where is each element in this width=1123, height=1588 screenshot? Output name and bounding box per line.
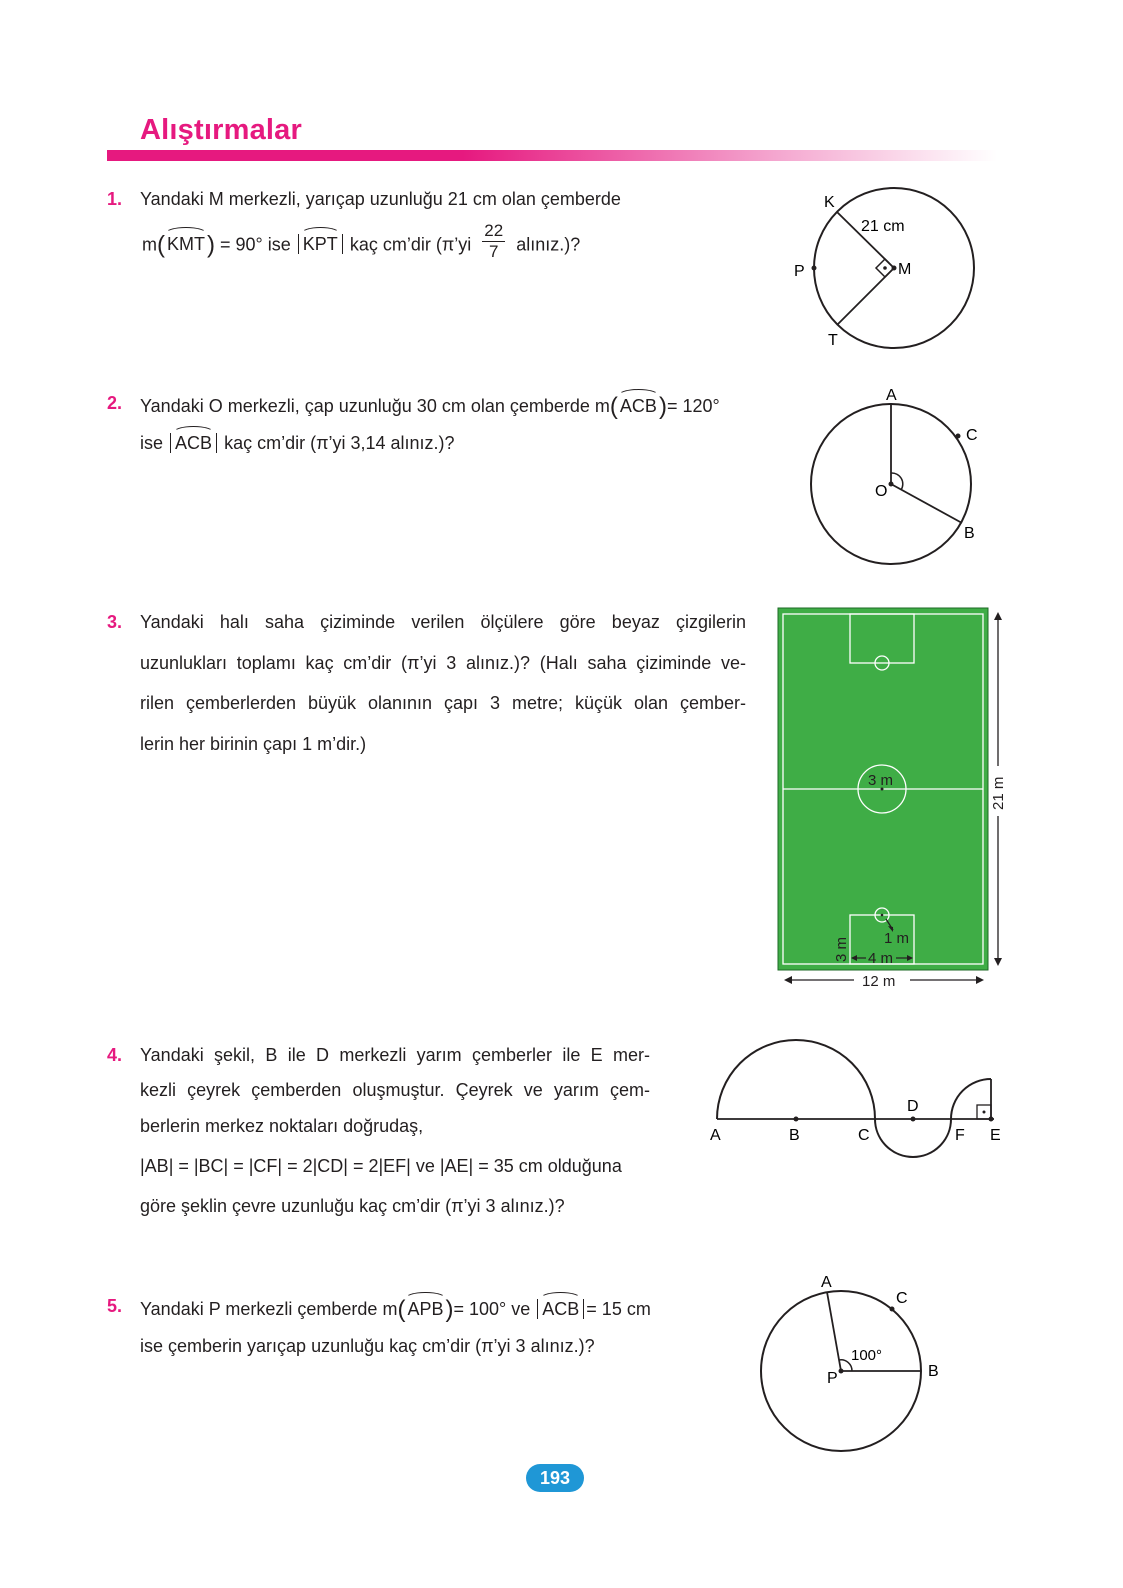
exercise-4-line-1: Yandaki şekil, B ile D merkezli yarım çemberler ile E mer-: [140, 1045, 650, 1065]
exercise-5-number: 5.: [107, 1296, 123, 1316]
exercise-3-line-2: uzunlukları toplamı kaç cm’dir (π’yi 3 alınız.)? (Halı saha çiziminde ve-: [140, 653, 746, 673]
exercise-1-figure: [780, 180, 1000, 360]
equals-120: = 120°: [666, 396, 720, 416]
equals-15cm: = 15 cm: [586, 1299, 651, 1319]
page-number-badge: 193: [526, 1464, 584, 1492]
label-width: 12 m: [862, 973, 896, 990]
label-t: T: [828, 332, 838, 349]
exercise-2-line-1: Yandaki O merkezli, çap uzunluğu 30 cm olan çemberde m( ACB)= 120°: [140, 393, 720, 420]
label-p: P: [794, 263, 805, 280]
equals-100: = 100° ve: [453, 1299, 531, 1319]
label-c: C: [858, 1127, 870, 1144]
measure-m: m: [382, 1299, 398, 1319]
exercise-5-line-1: Yandaki P merkezli çemberde m( APB)= 100° ve ACB = 15 cm: [140, 1296, 651, 1323]
title-underline-bar: [107, 150, 997, 161]
exercise-5-figure: [750, 1265, 970, 1465]
label-small-circle: 1 m: [884, 930, 910, 947]
exercise-3-line-3: rilen çemberlerden büyük olanının çapı 3 metre; küçük olan çember-: [140, 693, 746, 713]
arc-kmt: KMT: [167, 234, 205, 255]
label-height: 21 m: [990, 776, 1007, 810]
exercise-4-line-5: göre şeklin çevre uzunluğu kaç cm’dir (π’yi 3 alınız.)?: [140, 1196, 565, 1216]
arc-acb-length: ACB: [542, 1299, 580, 1319]
question-text: kaç cm’dir (π’yi: [349, 234, 472, 255]
exercise-5-line-2: ise çemberin yarıçap uzunluğu kaç cm’dir (π’yi 3 alınız.)?: [140, 1336, 595, 1356]
exercise-4-equation: |AB| = |BC| = |CF| = 2|CD| = 2|EF| ve |AE| = 35 cm olduğuna: [140, 1156, 622, 1176]
arc-apb: APB: [407, 1299, 444, 1319]
label-b: B: [964, 525, 975, 542]
equals-90: = 90° ise: [220, 234, 291, 255]
label-box-height: 3 m: [833, 936, 850, 962]
label-k: K: [824, 194, 835, 211]
label-radius: 21 cm: [861, 218, 905, 235]
label-a: A: [821, 1274, 832, 1291]
exercise-1-line-1: Yandaki M merkezli, yarıçap uzunluğu 21 cm olan çemberde: [140, 189, 621, 209]
exercise-2-line-2: [140, 433, 455, 454]
exercise-2-text: Yandaki O merkezli, çap uzunluğu 30 cm olan çemberde: [140, 396, 590, 416]
label-b: B: [928, 1363, 939, 1380]
label-c: C: [896, 1290, 908, 1307]
arc-kpt: KPT: [302, 234, 338, 255]
label-d: D: [907, 1098, 919, 1115]
exercise-3-figure: [776, 606, 1016, 1006]
exercise-1-number: 1.: [107, 189, 123, 209]
label-m: M: [898, 261, 912, 278]
label-angle: 100°: [851, 1347, 883, 1364]
label-e: E: [990, 1127, 1001, 1144]
word-ise: ise: [140, 433, 164, 453]
exercise-2-figure: [800, 380, 1000, 580]
arc-acb: ACB: [619, 396, 657, 416]
question-end: alınız.)?: [516, 234, 581, 255]
label-a: A: [886, 387, 897, 404]
exercise-5-text: Yandaki P merkezli çemberde: [140, 1299, 378, 1319]
measure-m: m: [594, 396, 610, 416]
exercise-4-line-3: berlerin merkez noktaları doğrudaş,: [140, 1116, 424, 1136]
exercise-4-number: 4.: [107, 1045, 123, 1065]
exercise-3-line-4: lerin her birinin çapı 1 m’dir.): [140, 734, 367, 754]
fraction-22-7: $\frac{22}{7}$: [484, 221, 504, 261]
label-big-circle: 3 m: [868, 772, 894, 789]
measure-m: m: [142, 234, 157, 255]
exercise-3-line-1: Yandaki halı saha çiziminde verilen ölçülere göre beyaz çizgilerin: [140, 612, 746, 632]
label-f: F: [955, 1127, 965, 1144]
label-c: C: [966, 427, 978, 444]
label-b: B: [789, 1127, 800, 1144]
label-a: A: [710, 1127, 721, 1144]
exercise-2-number: 2.: [107, 393, 123, 413]
arc-acb-length: ACB: [175, 433, 213, 453]
exercise-2-question: kaç cm’dir (π’yi 3,14 alınız.)?: [224, 433, 455, 453]
label-box-width: 4 m: [868, 950, 894, 967]
exercise-3-number: 3.: [107, 612, 123, 632]
page-title: Alıştırmalar: [140, 114, 302, 146]
label-o: O: [875, 483, 888, 500]
exercise-4-figure: [700, 1030, 1020, 1180]
exercise-1-line-2: m( KMT) = 90° ise KPT kaç cm’dir (π’yi $\frac{22}{7}$ alınız.)?: [142, 221, 581, 261]
exercise-4-line-2: kezli çeyrek çemberden oluşmuştur. Çeyrek ve yarım çem-: [140, 1080, 650, 1100]
label-p: P: [827, 1370, 838, 1387]
